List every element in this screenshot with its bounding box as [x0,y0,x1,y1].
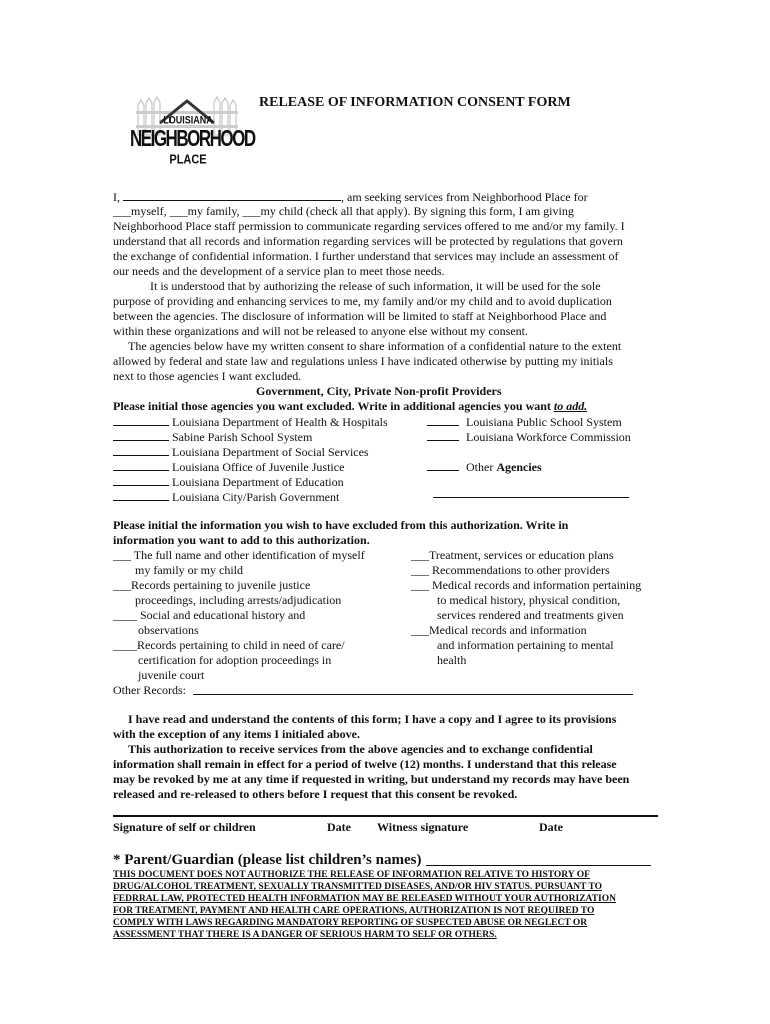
agency-label: Louisiana Workforce Commission [466,430,631,444]
info-left-8: certification for adoption proceedings in [138,653,332,667]
info-right-2: ___ Recommendations to other providers [411,563,610,577]
info-right-1: ___Treatment, services or education plans [411,548,614,562]
initial-field[interactable] [427,429,459,441]
intro-line-7: It is understood that by authorizing the release of such information, it will be used for the sole [150,279,601,293]
disclaimer-line-3: FEDRRAL LAW, PROTECTED HEALTH INFORMATION MAY BE RELEASED WITHOUT YOUR AUTHORIZATION [113,894,616,904]
agency-row-school [427,414,622,430]
initial-field[interactable] [113,489,169,501]
logo-top-text: LOUISIANA [163,114,213,126]
initial-field[interactable] [113,474,169,486]
agencies-instruction-text: Please initial those agencies you want excluded. Write in additional agencies you want [113,399,554,413]
initial-field[interactable] [113,444,169,456]
disclaimer-line-1: THIS DOCUMENT DOES NOT AUTHORIZE THE RELEASE OF INFORMATION RELATIVE TO HISTORY OF [113,870,590,880]
signature-date-label: Date [327,820,351,834]
other-label-bold: Agencies [496,460,542,474]
disclaimer-line-6: ASSESSMENT THAT THERE IS A DANGER OF SERIOUS HARM TO SELF OR OTHERS. [113,930,497,940]
intro-line-10: within these organizations and will not be released to anyone else without my consent. [113,324,529,338]
initial-field[interactable] [113,414,169,426]
agency-label: Louisiana Public School System [466,415,622,429]
intro-line-12: allowed by federal and state law and regulations unless I have indicated otherwise by putting my initials [113,354,613,368]
initial-field[interactable] [427,459,459,471]
info-left-5: ____ Social and educational history and [113,608,306,622]
agency-row-dss [113,444,369,460]
info-instruction-1: Please initial the information you wish to have excluded from this authorization. Write in [113,518,569,532]
intro-line-8: purpose of providing and enhancing services to me, my family and/or my child and to avoid duplication [113,294,612,308]
info-right-3: ___ Medical records and information pertaining [411,578,642,592]
info-left-2: my family or my child [135,563,243,577]
agency-label: Sabine Parish School System [172,430,313,444]
intro-line-2: ___myself, ___my family, ___my child (check all that apply). By signing this form, I am giving [113,204,574,218]
intro-line-3: Neighborhood Place staff permission to communicate regarding services offered to me and/or my family. I [113,219,625,233]
intro-line-11: The agencies below have my written consent to share information of a confidential nature to the extent [128,339,622,353]
agencies-instruction-add: to add. [553,399,588,413]
other-agency-field[interactable] [433,497,629,498]
info-left-6: observations [138,623,199,637]
agency-label: Louisiana Office of Juvenile Justice [172,460,345,474]
initial-field[interactable] [427,414,459,426]
info-right-6: ___Medical records and information [411,623,587,637]
info-left-7: ____Records pertaining to child in need of care/ [113,638,345,652]
agency-row-sabine [113,429,312,445]
disclaimer-line-4: FOR TREATMENT, PAYMENT AND HEALTH CARE OPERATIONS, AUTHORIZATION IS NOT REQUIRED TO [113,906,595,916]
children-names-field[interactable] [426,865,651,866]
intro-line-1 [113,189,588,205]
agreement-line-4: information shall remain in effect for a period of twelve (12) months. I understand that this release [113,757,617,771]
agencies-instruction [113,399,587,414]
guardian-label: * Parent/Guardian (please list children’s names) [113,852,422,868]
info-right-8: health [437,653,467,667]
witness-signature-label: Witness signature [377,820,469,834]
info-left-1: ___ The full name and other identification of myself [113,548,365,562]
agreement-line-5: may be revoked by me at any time if requested in writing, but understand my records may have been [113,772,630,786]
info-right-4: to medical history, physical condition, [437,593,621,607]
agency-label: Louisiana City/Parish Government [172,490,340,504]
agency-row-ojj [113,459,344,475]
intro-line-5: the exchange of confidential information. I further understand that services may include an assessment of [113,249,619,263]
initial-field[interactable] [113,459,169,471]
info-right-7: and information pertaining to mental [437,638,614,652]
intro-i: I, [113,190,120,204]
logo-bottom-text: PLACE [169,152,207,168]
agreement-line-6: released and re-released to others before I request that this consent be revoked. [113,787,518,801]
info-instruction-2: information you want to add to this authorization. [113,533,370,547]
form-title: RELEASE OF INFORMATION CONSENT FORM [259,95,571,110]
info-left-9: juvenile court [138,668,205,682]
initial-field[interactable] [113,429,169,441]
agreement-line-2: with the exception of any items I initialed above. [113,727,360,741]
other-records-field[interactable] [193,694,633,695]
intro-line-9: between the agencies. The disclosure of information will be limited to staff at Neighborhood Place and [113,309,607,323]
intro-line-4: understand that all records and information regarding services will be protected by regulations that govern [113,234,623,248]
logo-main-text: NEIGHBORHOOD [130,125,255,152]
agency-row-dhh [113,414,388,430]
agency-row-other [427,459,542,475]
neighborhood-place-logo [130,95,255,175]
agency-label: Louisiana Department of Social Services [172,445,369,459]
intro-line-6: our needs and the development of a service plan to meet those needs. [113,264,445,278]
witness-date-label: Date [539,820,563,834]
signature-self-label: Signature of self or children [113,820,256,834]
intro-line-1-rest: , am seeking services from Neighborhood Place for [341,190,588,204]
disclaimer-line-2: DRUG/ALCOHOL TREATMENT, SEXUALLY TRANSMITTED DISEASES, AND/OR HIV STATUS. PURSUANT TO [113,882,603,892]
info-left-4: proceedings, including arrests/adjudication [135,593,342,607]
agencies-heading: Government, City, Private Non-profit Providers [256,384,502,398]
info-right-5: services rendered and treatments given [437,608,624,622]
agency-row-city [113,489,339,505]
other-records-label: Other Records: [113,683,186,697]
agreement-line-3: This authorization to receive services from the above agencies and to exchange confidential [128,742,593,756]
agreement-line-1: I have read and understand the contents of this form; I have a copy and I agree to its provisions [128,712,617,726]
agency-label: Louisiana Department of Education [172,475,344,489]
agency-row-doe [113,474,344,490]
info-left-3: ___Records pertaining to juvenile justice [113,578,311,592]
intro-line-13: next to those agencies I want excluded. [113,369,302,383]
agency-row-workforce [427,429,631,445]
disclaimer-line-5: COMPLY WITH LAWS REGARDING MANDATORY REPORTING OF SUSPECTED ABUSE OR NEGLECT OR [113,918,588,928]
agency-label: Louisiana Department of Health & Hospitals [172,415,388,429]
other-label: Other [466,460,497,474]
signature-line[interactable] [113,815,658,817]
name-field[interactable] [123,189,341,201]
